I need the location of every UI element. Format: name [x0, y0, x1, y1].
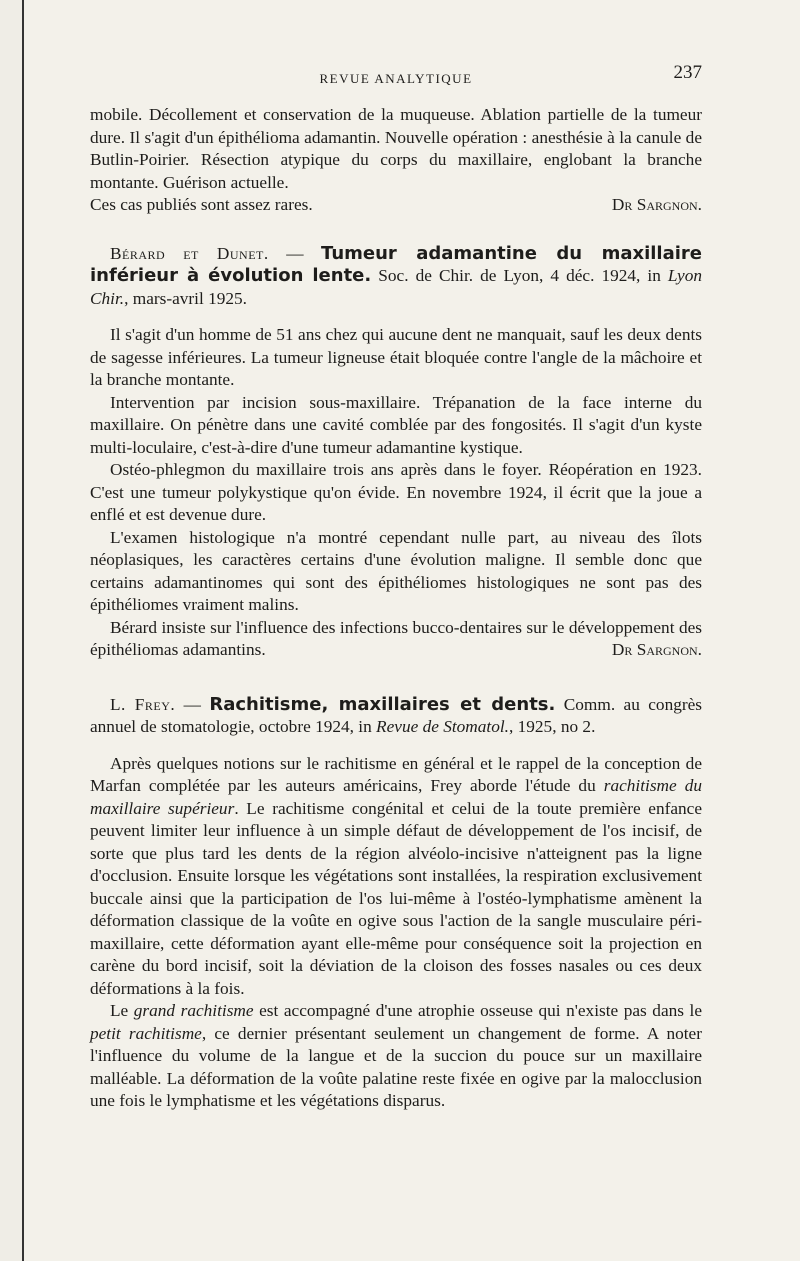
paragraph: L'examen histologique n'a montré cependant nulle part, au niveau des îlots néoplasiques, les caractères certains d'une évolution maligne. Il semble donc que certains adamantinomes qui sont des épithéliomes histologiques ne sont pas des épithéliomes vraiment malins.	[90, 527, 702, 614]
article-body	[90, 753, 702, 1113]
paragraph: Intervention par incision sous-maxillaire. Trépanation de la face interne du maxillaire. On pénètre dans une cavité comblée par des fongosités. Il s'agit d'un kyste multi-loculaire, c'est-à-dire d'une tumeur adamantine kystique.	[90, 392, 702, 457]
text-run: , ce dernier présentant seulement un changement de forme. A noter l'influence du volume de la langue et de la succion du pouce sur un maxillaire malléable. La déformation de la voûte palatine reste fixée en ogive par la malocclusion une fois le lymphatisme et les végétations disparus.	[90, 1023, 702, 1110]
paragraph	[90, 753, 702, 1001]
paragraph-with-signature	[90, 617, 702, 662]
dash: —	[175, 694, 210, 714]
continuation-paragraph: mobile. Décollement et conservation de la muqueuse. Ablation partielle de la tumeur dure. Il s'agit d'un épithélioma adamantin. Nouvelle opération : anesthésie à la canule de Butlin-Poirier. Résection atypique du corps du maxillaire, englobant la branche montante. Guérison actuelle.	[90, 105, 702, 192]
text-run: est accompagné d'une atrophie osseuse qui n'existe pas dans le	[253, 1001, 702, 1020]
paragraph: Ostéo-phlegmon du maxillaire trois ans après dans le foyer. Réopération en 1923. C'est une tumeur polykystique qu'on évide. En novembre 1924, il écrit que la joue a enflé et est devenue dure.	[90, 460, 702, 524]
paragraph	[90, 1000, 702, 1113]
closing-line	[90, 194, 702, 217]
emphasis: rachitisme du maxillaire supérieur	[90, 776, 702, 818]
article-date: , mars-avril 1925.	[124, 288, 247, 308]
article-citation: Soc. de Chir. de Lyon, 4 déc. 1924, in	[371, 266, 668, 285]
article-citation: Comm. au congrès annuel de stomatologie, octobre 1924, in	[90, 694, 703, 736]
page-header	[90, 60, 702, 104]
text-run: . Le rachitisme congénital et celui de la toute première enfance peuvent limiter leur influence à un simple défaut de développement de l'os incisif, de sorte que plus tard les dents de la région alvéolo-incisive n'atteignent pas la ligne d'occlusion. Ensuite lorsque les végétations sont installées, la respiration exclusivement buccale ainsi que la participation de l'os lui-même à l'ostéo-lymphatisme amènent la déformation classique de la voûte en ogive sous l'action de la sangle musculaire péri-maxillaire, cette déformation ayant elle-même pour conséquence soit la projection en carène du bord incisif, soit la déviation de la cloison des fosses nasales ou ces deux déformations à la fois.	[90, 798, 703, 998]
page	[22, 0, 800, 1261]
journal-name: Revue de Stomatol.	[376, 717, 509, 736]
dash: —	[268, 243, 322, 263]
text-run: Le	[110, 1001, 134, 1020]
page-number: 237	[673, 62, 702, 83]
signature: Dr Sargnon.	[611, 195, 702, 214]
journal-name: Lyon Chir.	[90, 266, 702, 308]
text-run: Après quelques notions sur le rachitisme en général et le rappel de la conception de Marfan complétée par les auteurs américains, Frey aborde l'étude du	[90, 753, 702, 795]
article-authors: L. Frey.	[110, 694, 176, 714]
article-reference	[90, 694, 702, 739]
article-title: Tumeur adamantine du maxillaire inférieur à évolution lente.	[90, 242, 702, 286]
emphasis: petit rachitisme	[90, 1023, 202, 1043]
paragraph: Il s'agit d'un homme de 51 ans chez qui aucune dent ne manquait, sauf les deux dents de sagesse inférieures. La tumeur ligneuse était bloquée contre l'angle de la mâchoire et la branche montante.	[90, 325, 702, 389]
content	[90, 60, 702, 1113]
article-date: , 1925, no 2.	[508, 717, 596, 736]
signature: Dr Sargnon.	[611, 640, 702, 659]
paragraph-text: Bérard insiste sur l'influence des infections bucco-dentaires sur le développement des épithéliomas adamantins.	[90, 617, 702, 659]
article-authors: Bérard et Dunet.	[110, 243, 269, 263]
article-title: Rachitisme, maxillaires et dents.	[209, 693, 556, 715]
article-reference	[90, 243, 702, 311]
running-title: REVUE ANALYTIQUE	[319, 71, 473, 86]
emphasis: grand rachitisme	[133, 1001, 254, 1020]
article-body	[90, 324, 702, 662]
closing-text: Ces cas publiés sont assez rares.	[90, 195, 313, 214]
